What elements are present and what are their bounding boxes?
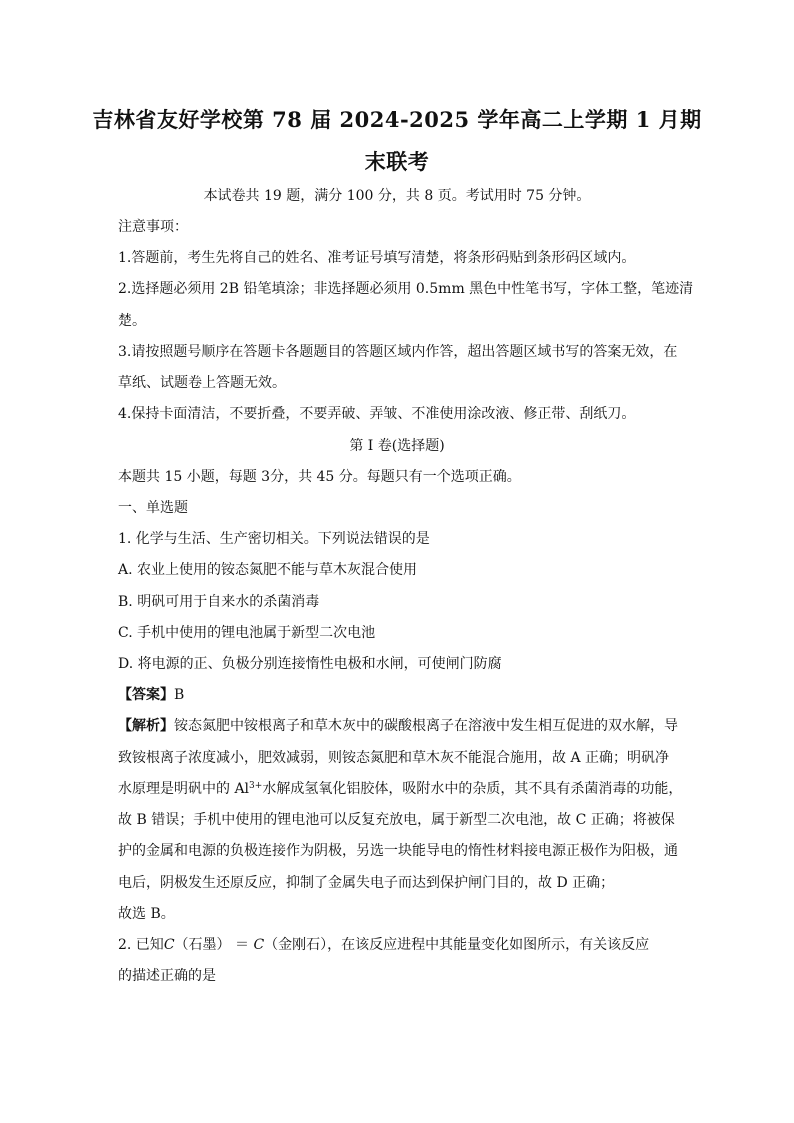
analysis-text: 铵态氮肥中铵根离子和草木灰中的碳酸根离子在溶液中发生相互促进的双水解，导 [174,718,678,734]
question-1-stem: 1. 化学与生活、生产密切相关。下列说法错误的是 [118,531,430,547]
question-1-conclusion: 故选 B。 [118,906,175,922]
question-1-option-a: A. 农业上使用的铵态氮肥不能与草木灰混合使用 [118,562,418,578]
analysis-text: 水原理是明矾中的 Al [118,781,250,797]
question-1-analysis-line6: 电后，阴极发生还原反应，抑制了金属失电子而达到保护闸门目的，故 D 正确； [118,875,615,891]
analysis-label: 【解析】 [118,718,174,734]
question-type-heading: 一、单选题 [118,500,188,516]
notice-heading: 注意事项： [118,219,188,235]
notice-item-4: 4.保持卡面清洁，不要折叠，不要弄破、弄皱、不准使用涂改液、修正带、刮纸刀。 [118,406,636,422]
answer-value: B [174,687,185,703]
question-1-option-b: B. 明矾可用于自来水的杀菌消毒 [118,594,320,610]
answer-label: 【答案】 [118,687,174,703]
question-1-analysis-line2: 致铵根离子浓度减小，肥效减弱，则铵态氮肥和草木灰不能混合施用，故 A 正确；明矾净 [118,750,670,766]
exam-title-line2: 末联考 [364,149,430,174]
question-1-analysis-line4: 故 B 错误；手机中使用的锂电池可以反复充放电，属于新型二次电池，故 C 正确；将被保 [118,812,675,828]
question-1-answer [118,686,688,704]
question-2-stem-line2: 的描述正确的是 [118,968,216,984]
stem-text: （石墨） ＝ [174,937,254,953]
notice-item-3-line2: 草纸、试题卷上答题无效。 [118,375,286,391]
analysis-text: 水解成氢氧化铝胶体，吸附水中的杂质，其不具有杀菌消毒的功能， [262,781,683,797]
carbon-symbol: C [253,937,265,953]
notice-item-3-line1: 3.请按照题号顺序在答题卡各题题目的答题区域内作答，超出答题区域书写的答案无效，在 [118,344,678,360]
carbon-symbol: C [163,937,175,953]
section-title: 第 I 卷(选择题) [349,438,445,454]
stem-text: （金刚石），在该反应进程中其能量变化如图所示，有关该反应 [264,937,650,953]
notice-item-2-line2: 楚。 [118,313,146,329]
ion-charge: 3+ [249,781,263,791]
exam-title-line1: 吉林省友好学校第 78 届 2024-2025 学年高二上学期 1 月期 [92,107,702,132]
question-1-analysis-line5: 护的金属和电源的负极连接作为阴极，另选一块能导电的惰性材料接电源正极作为阳极，通 [118,843,678,859]
question-1-analysis-line3 [118,780,688,798]
question-1-option-c: C. 手机中使用的锂电池属于新型二次电池 [118,625,376,641]
notice-item-1: 1.答题前，考生先将自己的姓名、准考证号填写清楚，将条形码贴到条形码区域内。 [118,250,636,266]
exam-intro: 本试卷共 19 题，满分 100 分，共 8 页。考试用时 75 分钟。 [203,188,591,204]
question-2-stem-line1 [118,936,688,954]
notice-item-2-line1: 2.选择题必须用 2B 铅笔填涂；非选择题必须用 0.5mm 黑色中性笔书写，字体工整，笔迹清 [118,281,694,297]
stem-text: 2. 已知 [118,937,164,953]
question-1-option-d: D. 将电源的正、负极分别连接惰性电极和水闸，可使闸门防腐 [118,656,502,672]
question-1-analysis-line1 [118,717,688,735]
section-description: 本题共 15 小题，每题 3分，共 45 分。每题只有一个选项正确。 [118,469,521,485]
